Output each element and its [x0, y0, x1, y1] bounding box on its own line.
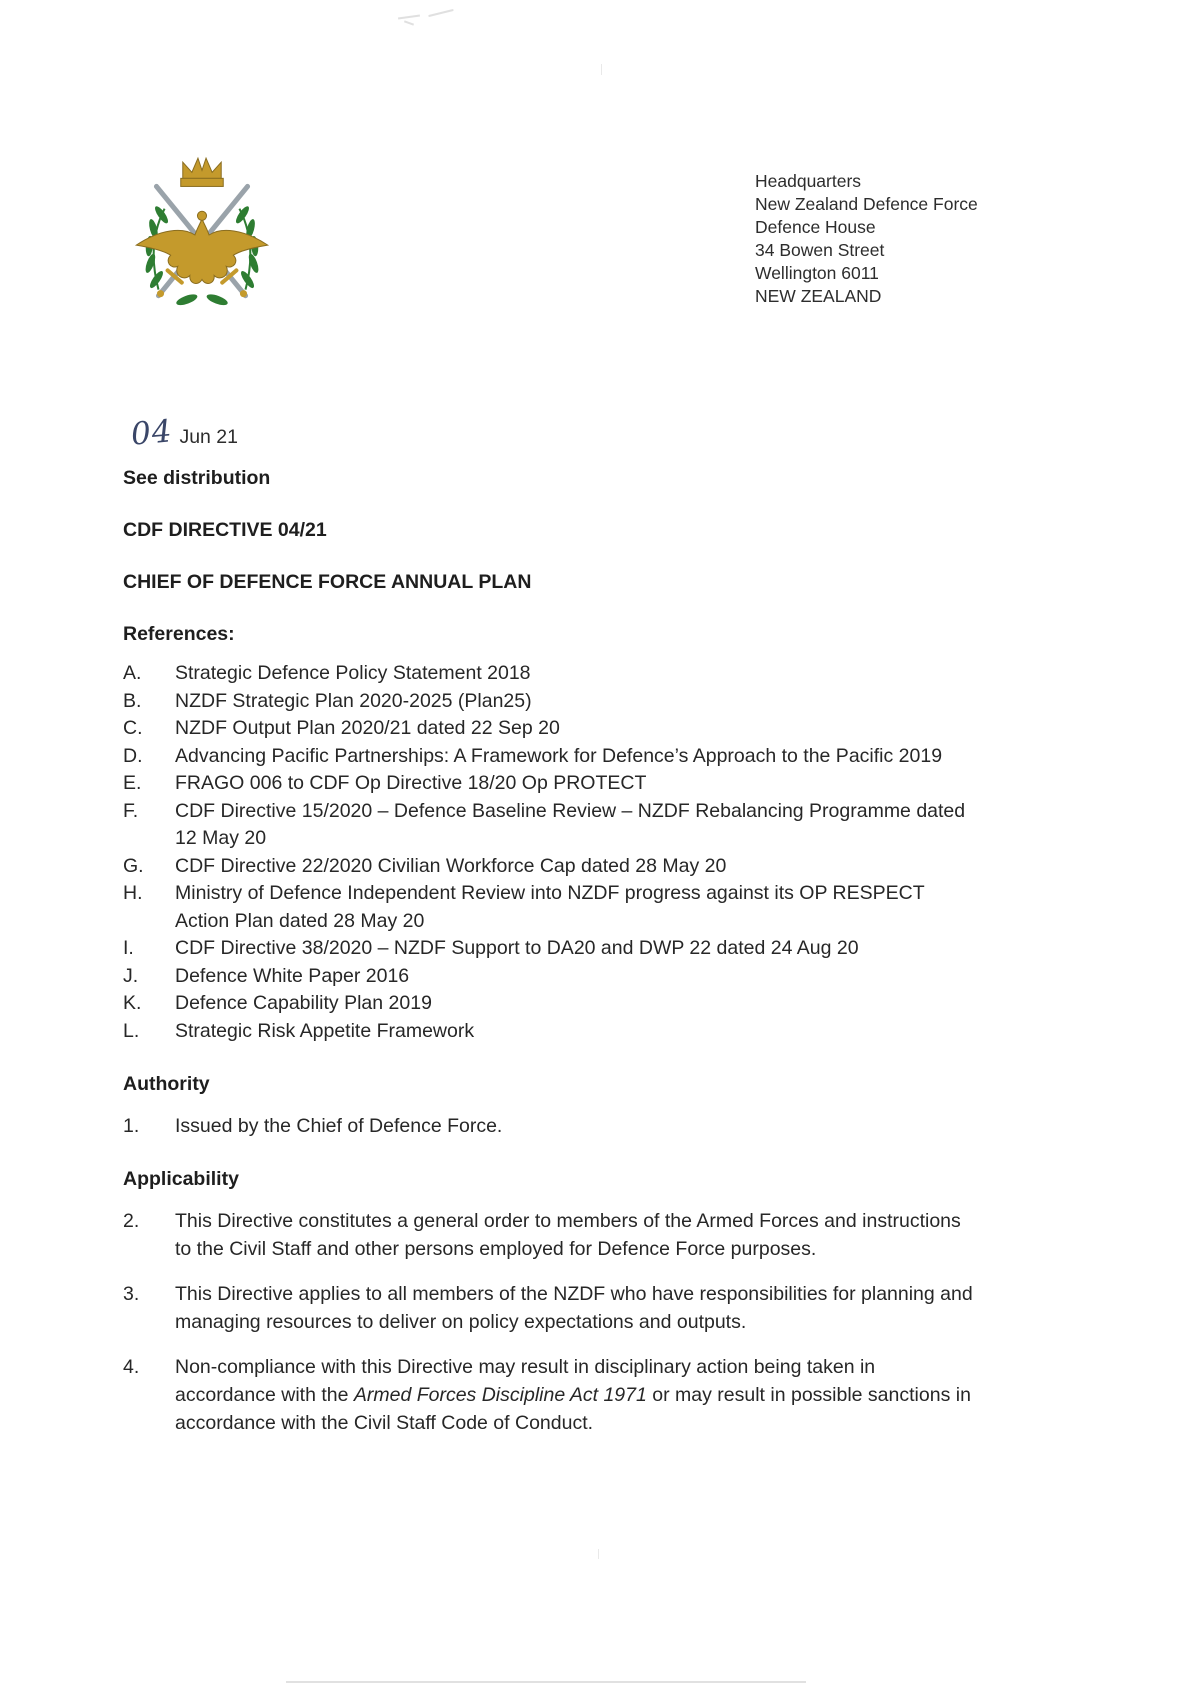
- text-run: This Directive constitutes a general order to members of the Armed Forces and instructions to the Civil Staff and other persons employed for Defence Force purposes.: [175, 1210, 961, 1260]
- text-run: Non-compliance with this Directive may result in disciplinary action being taken in accordance with the: [175, 1356, 876, 1406]
- reference-item: [123, 963, 1092, 991]
- reference-text: Defence Capability Plan 2019: [175, 992, 432, 1014]
- reference-text: CDF Directive 38/2020 – NZDF Support to DA20 and DWP 22 dated 24 Aug 20: [175, 937, 859, 959]
- reference-item: [123, 880, 1092, 935]
- paragraph-text: [175, 1280, 975, 1336]
- paragraph-number: 4.: [123, 1356, 140, 1378]
- reference-item: [123, 770, 1092, 798]
- paragraph-number: 1.: [123, 1115, 140, 1137]
- numbered-paragraph: [123, 1207, 1092, 1263]
- paragraph-number: 3.: [123, 1283, 140, 1305]
- section-applicability: [123, 1168, 1092, 1437]
- reference-item: [123, 1018, 1092, 1046]
- reference-letter: C.: [123, 717, 143, 739]
- references-heading: References:: [123, 623, 235, 645]
- reference-letter: L.: [123, 1019, 140, 1042]
- reference-text: Defence White Paper 2016: [175, 964, 410, 987]
- scan-artifact: [286, 1681, 806, 1683]
- printed-date: Jun 21: [179, 426, 239, 448]
- reference-item: [123, 660, 1092, 688]
- letterhead: [0, 0, 1192, 418]
- reference-letter: E.: [123, 772, 142, 794]
- nzdf-crest-icon: [122, 148, 282, 322]
- reference-text: Strategic Risk Appetite Framework: [175, 1019, 475, 1042]
- section-paragraphs: [123, 1112, 1092, 1140]
- address-line: NEW ZEALAND: [755, 286, 882, 306]
- distribution-line: See distribution: [123, 467, 271, 489]
- address-line: New Zealand Defence Force: [755, 194, 978, 214]
- references-list: [123, 660, 1092, 1045]
- address-line: Headquarters: [755, 171, 862, 191]
- reference-letter: D.: [123, 744, 143, 767]
- reference-letter: J.: [123, 964, 139, 987]
- reference-letter: I.: [123, 937, 134, 959]
- reference-letter: B.: [123, 689, 142, 712]
- reference-letter: K.: [123, 992, 142, 1014]
- hq-address-block: [755, 170, 978, 308]
- reference-text: CDF Directive 15/2020 – Defence Baseline Review – NZDF Rebalancing Programme dated 12 May 20: [175, 799, 966, 849]
- directive-number: CDF DIRECTIVE 04/21: [123, 519, 327, 541]
- text-run: or may result in possible sanctions in accordance with the Civil Staff Code of Conduct.: [175, 1384, 971, 1434]
- document-body: [0, 413, 1192, 1437]
- reference-text: NZDF Strategic Plan 2020-2025 (Plan25): [175, 689, 532, 712]
- numbered-paragraph: [123, 1112, 1092, 1140]
- reference-item: [123, 798, 1092, 853]
- reference-item: [123, 743, 1092, 771]
- section-authority: [123, 1073, 1092, 1140]
- paragraph-number: 2.: [123, 1210, 140, 1232]
- section-heading: Applicability: [123, 1168, 239, 1190]
- numbered-paragraph: [123, 1280, 1092, 1336]
- reference-text: NZDF Output Plan 2020/21 dated 22 Sep 20: [175, 717, 560, 739]
- address-line: Defence House: [755, 217, 876, 237]
- text-run: This Directive applies to all members of the NZDF who have responsibilities for planning and managing resources to deliver on policy expectations and outputs.: [175, 1283, 973, 1333]
- paragraph-text: [175, 1207, 975, 1263]
- reference-item: [123, 853, 1092, 881]
- numbered-paragraph: [123, 1353, 1092, 1437]
- reference-text: Strategic Defence Policy Statement 2018: [175, 662, 531, 684]
- reference-item: [123, 715, 1092, 743]
- reference-letter: H.: [123, 882, 143, 904]
- scan-artifact: [598, 1549, 599, 1559]
- reference-item: [123, 990, 1092, 1018]
- reference-text: Advancing Pacific Partnerships: A Framework for Defence’s Approach to the Pacific 2019: [175, 744, 943, 767]
- date-line: [129, 413, 1092, 453]
- reference-letter: F.: [123, 799, 139, 822]
- address-line: Wellington 6011: [755, 263, 879, 283]
- paragraph-text: [175, 1353, 975, 1437]
- reference-letter: A.: [123, 662, 142, 684]
- address-line: 34 Bowen Street: [755, 240, 885, 260]
- text-run: Issued by the Chief of Defence Force.: [175, 1115, 503, 1137]
- reference-item: [123, 688, 1092, 716]
- reference-letter: G.: [123, 854, 144, 877]
- section-heading: Authority: [123, 1073, 210, 1095]
- italic-phrase: Armed Forces Discipline Act 1971: [353, 1384, 647, 1406]
- reference-item: [123, 935, 1092, 963]
- nzdf-crest-emblem: [122, 148, 282, 327]
- section-paragraphs: [123, 1207, 1092, 1437]
- paragraph-text: [175, 1112, 975, 1140]
- handwritten-day: 04: [129, 413, 174, 453]
- reference-text: CDF Directive 22/2020 Civilian Workforce Cap dated 28 May 20: [175, 854, 727, 877]
- reference-text: FRAGO 006 to CDF Op Directive 18/20 Op PROTECT: [175, 772, 647, 794]
- document-title: CHIEF OF DEFENCE FORCE ANNUAL PLAN: [123, 571, 532, 593]
- reference-text: Ministry of Defence Independent Review into NZDF progress against its OP RESPECT Action Plan dated 28 May 20: [175, 882, 925, 932]
